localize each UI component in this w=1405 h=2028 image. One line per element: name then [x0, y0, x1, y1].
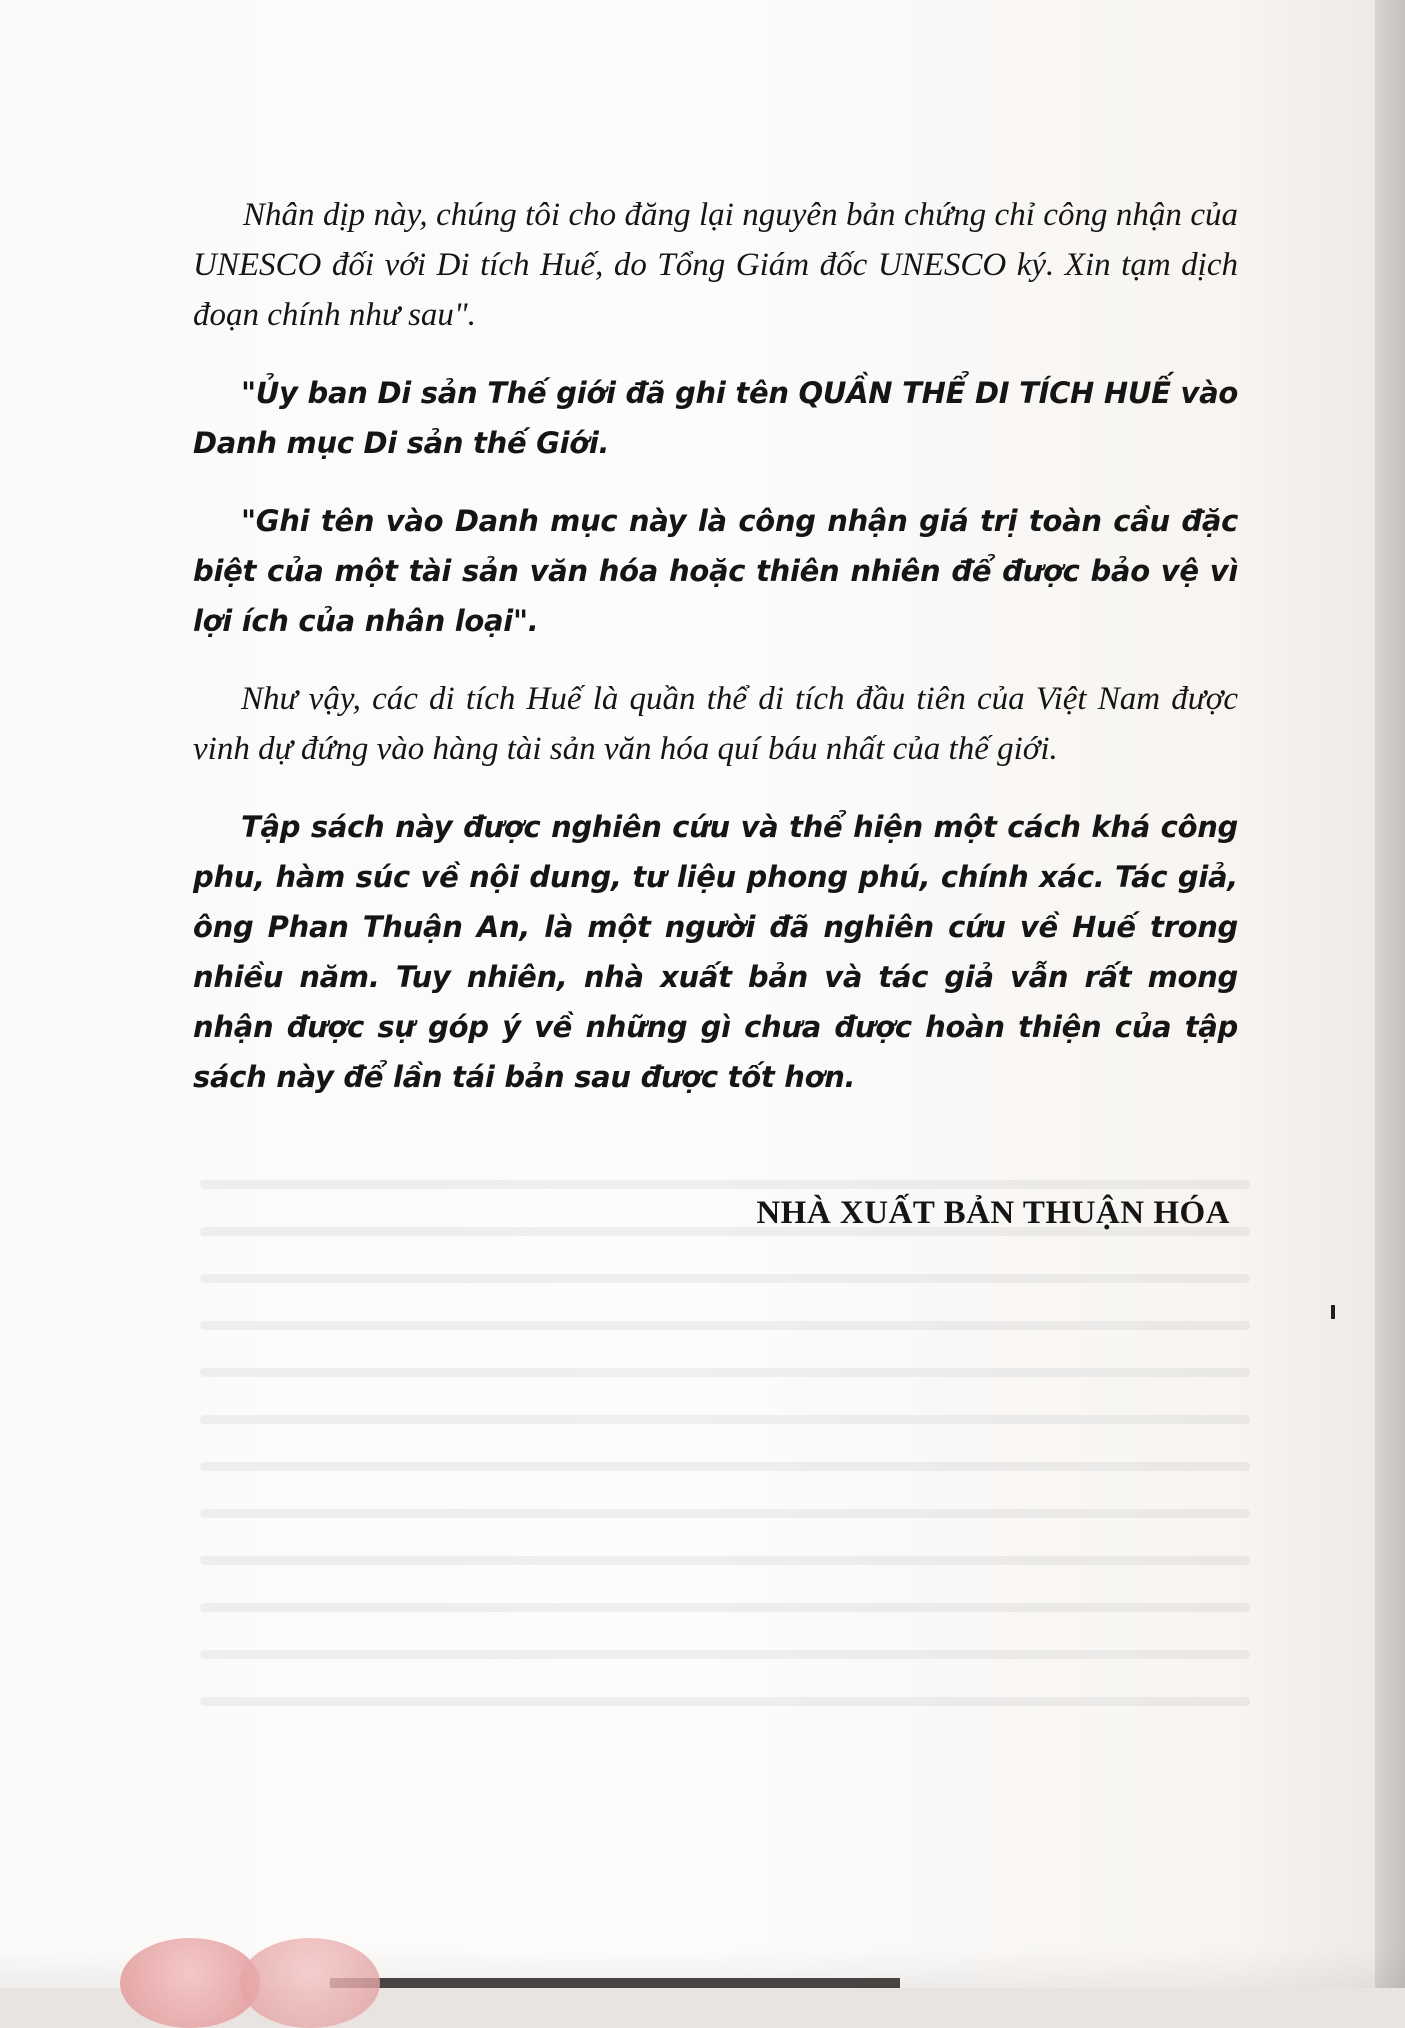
cover-edge [330, 1978, 900, 1988]
paragraph-quote-world-heritage: "Ủy ban Di sản Thế giới đã ghi tên QUẦN THỂ DI TÍCH HUẾ vào Danh mục Di sản thế Giới. [193, 376, 1238, 460]
page-edge [1375, 0, 1405, 1988]
bleed-through-texture [200, 1180, 1250, 1780]
finger-shadow [240, 1938, 380, 2028]
paragraph-conclusion: Như vậy, các di tích Huế là quần thể di tích đầu tiên của Việt Nam được vinh dự đứng vào hàng tài sản văn hóa quí báu nhất của thế giới. [193, 681, 1238, 767]
paragraph-unesco-intro: Nhân dịp này, chúng tôi cho đăng lại nguyên bản chứng chỉ công nhận của UNESCO đối với Di tích Huế, do Tổng Giám đốc UNESCO ký. Xin tạm dịch đoạn chính như sau". [193, 197, 1238, 333]
publisher-signature: NHÀ XUẤT BẢN THUẬN HÓA [756, 1195, 1230, 1231]
margin-mark [1331, 1305, 1335, 1319]
paragraph-book-note: Tập sách này được nghiên cứu và thể hiện một cách khá công phu, hàm súc về nội dung, tư liệu phong phú, chính xác. Tác giả, ông Phan Thuận An, là một người đã nghiên cứu về Huế trong nhiều năm. Tuy nhiên, nhà xuất bản và tác giả vẫn rất mong nhận được sự góp ý về những gì chưa được hoàn thiện của tập sách này để lần tái bản sau được tốt hơn. [193, 810, 1238, 1094]
finger-shadow [120, 1938, 260, 2028]
body-text [193, 190, 1238, 1130]
paragraph-quote-recognition: "Ghi tên vào Danh mục này là công nhận giá trị toàn cầu đặc biệt của một tài sản văn hóa hoặc thiên nhiên để được bảo vệ vì lợi ích của nhân loại". [193, 504, 1238, 638]
